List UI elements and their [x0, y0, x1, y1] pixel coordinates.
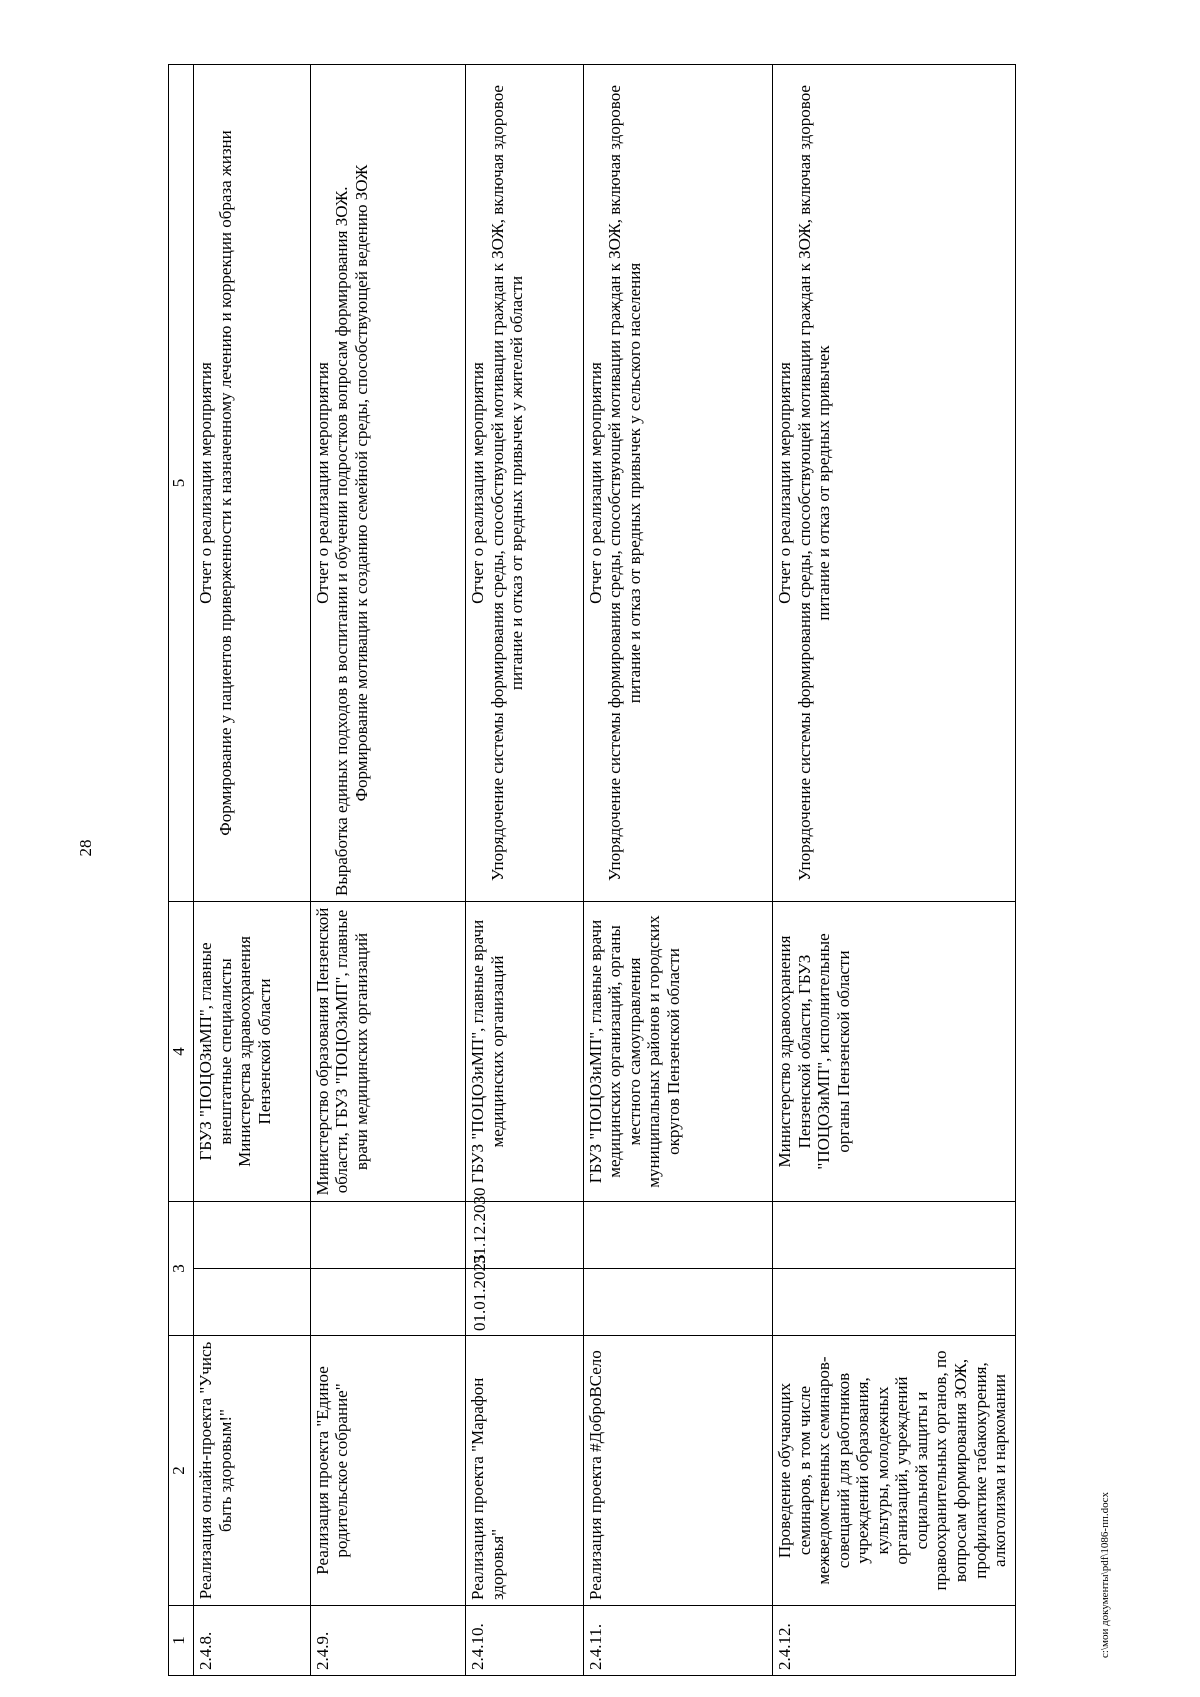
table-row [465, 65, 583, 1676]
header-col-2: 2 [169, 1336, 194, 1606]
result-line: Отчет о реализации мероприятия [775, 362, 795, 604]
row-date-end [773, 1202, 1016, 1269]
activities-table-wrapper [168, 64, 1016, 1676]
result-line: Отчет о реализации мероприятия [585, 362, 605, 604]
row-task: Реализация проекта "Марафон здоровья" [465, 1336, 583, 1606]
row-date-start: 01.01.2025 [465, 1269, 583, 1336]
row-result [465, 65, 583, 902]
table-header-row [169, 65, 194, 1676]
row-date-start [773, 1269, 1016, 1336]
result-line: Отчет о реализации мероприятия [312, 362, 332, 604]
row-number: 2.4.8. [194, 1606, 311, 1676]
row-number: 2.4.9. [310, 1606, 465, 1676]
result-line: Упорядочение системы формирования среды, способствующей мотивации граждан к ЗОЖ, включая здоровое питание и отказ от вредных привычек у жителей области [487, 85, 527, 881]
row-date-start [194, 1269, 311, 1336]
header-col-4: 4 [169, 902, 194, 1202]
header-col-1: 1 [169, 1606, 194, 1676]
row-executor: ГБУЗ "ПОЦОЗиМП", главные врачи медицинских организаций, органы местного самоуправления муниципальных районов и городских округов Пензенской области [583, 902, 773, 1202]
result-line: Выработка единых подходов в воспитании и обучении подростков вопросам формирования ЗОЖ. [332, 186, 352, 896]
row-task: Реализация проекта "Единое родительское собрание" [310, 1336, 465, 1606]
row-task: Проведение обучающих семинаров, в том числе межведомственных семинаров-совещаний для работников учреждений образования, культуры, молодежных организаций, учреждений социальной защиты и правоохранительных органов, по вопросам формирования ЗОЖ, профилактике табакокурения, алкоголизма и наркомании [773, 1336, 1016, 1606]
result-line: Упорядочение системы формирования среды, способствующей мотивации граждан к ЗОЖ, включая здоровое питание и отказ от вредных привычек [794, 85, 834, 881]
result-line: Формирование у пациентов приверженности к назначенному лечению и коррекции образа жизни [215, 130, 235, 836]
header-col-3: 3 [169, 1202, 194, 1336]
row-date-end [310, 1202, 465, 1269]
footer-file-path: c:\мои документы\pdf\1086-пп.docx [1099, 1491, 1111, 1659]
row-executor: Министерство образования Пензенской области, ГБУЗ "ПОЦОЗиМП", главные врачи медицинских организаций [310, 902, 465, 1202]
result-line: Формирование мотивации к созданию семейной среды, способствующей ведению ЗОЖ [351, 164, 371, 802]
row-date-end: 31.12.2030 [465, 1202, 583, 1269]
row-task: Реализация проекта #ДоброВСело [583, 1336, 773, 1606]
row-date-start [310, 1269, 465, 1336]
row-number: 2.4.12. [773, 1606, 1016, 1676]
result-line: Упорядочение системы формирования среды, способствующей мотивации граждан к ЗОЖ, включая здоровое питание и отказ от вредных привычек у сельского населения [605, 85, 644, 881]
result-line: Отчет о реализации мероприятия [467, 362, 487, 604]
row-result [194, 65, 311, 902]
row-number: 2.4.10. [465, 1606, 583, 1676]
table-row [583, 65, 773, 1676]
row-executor: Министерство здравоохранения Пензенской области, ГБУЗ "ПОЦОЗиМП", исполнительные органы Пензенской области [773, 902, 1016, 1202]
table-row [310, 65, 465, 1676]
row-executor: ГБУЗ "ПОЦОЗиМП", главные внештатные специалисты Министерства здравоохранения Пензенской области [194, 902, 311, 1202]
row-executor: ГБУЗ "ПОЦОЗиМП", главные врачи медицинских организаций [465, 902, 583, 1202]
row-result [583, 65, 773, 902]
row-result [773, 65, 1016, 902]
row-date-end [583, 1202, 773, 1269]
result-line: Отчет о реализации мероприятия [196, 362, 216, 604]
row-date-end [194, 1202, 311, 1269]
row-number: 2.4.11. [583, 1606, 773, 1676]
row-date-start [583, 1269, 773, 1336]
table-row [773, 65, 1016, 1676]
header-col-5: 5 [169, 65, 194, 902]
table-row [194, 65, 311, 1676]
row-result [310, 65, 465, 902]
page-number: 28 [76, 839, 95, 857]
activities-table [168, 64, 1016, 1676]
row-task: Реализация онлайн-проекта "Учись быть здоровым!" [194, 1336, 311, 1606]
